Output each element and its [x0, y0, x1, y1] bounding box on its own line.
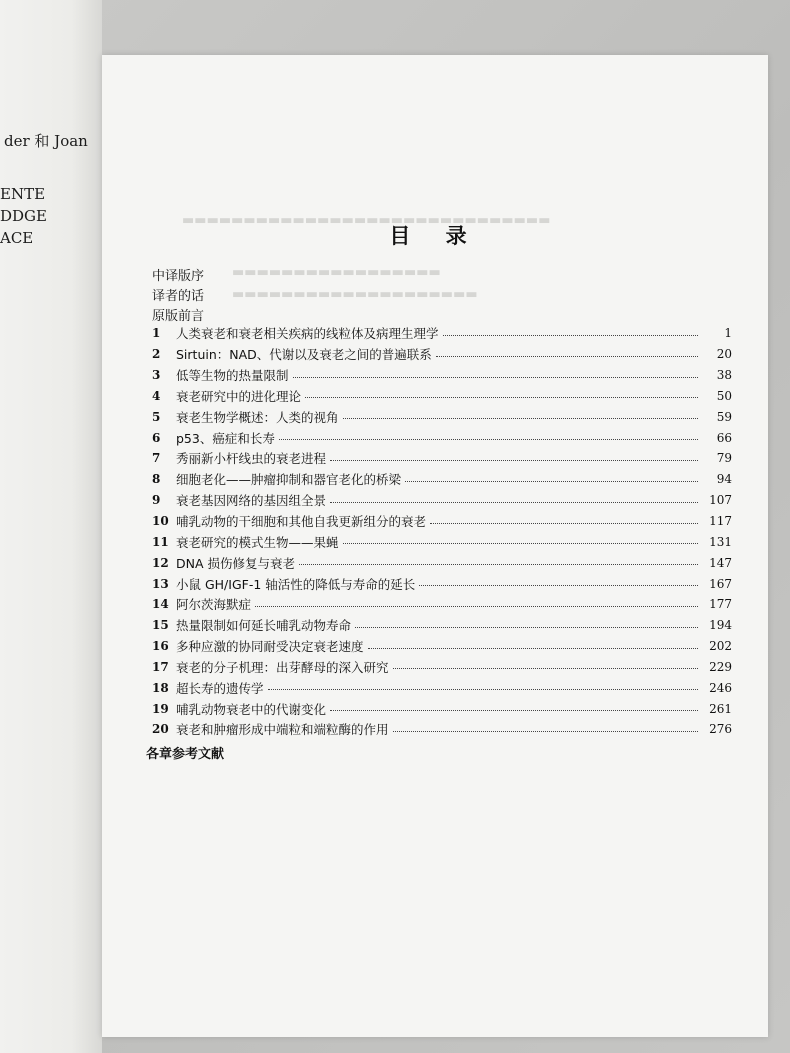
leader-dots [430, 523, 698, 524]
chapter-number: 16 [152, 639, 169, 654]
leader-dots [368, 648, 698, 649]
chapter-list [152, 323, 732, 740]
leader-dots [393, 731, 698, 732]
chapter-number: 3 [152, 368, 161, 383]
leader-dots [279, 439, 698, 440]
chapter-number: 10 [152, 514, 169, 529]
chapter-page-number: 38 [716, 368, 732, 383]
chapter-title: p53、癌症和长寿 [176, 430, 275, 446]
chapter-page-number: 94 [716, 472, 732, 487]
leader-dots [405, 481, 698, 482]
chapter-number: 2 [152, 347, 161, 362]
bleed-through: ▬▬▬▬▬▬▬▬▬▬▬▬▬▬▬▬▬▬▬▬ [232, 287, 478, 302]
chapter-number: 12 [152, 555, 169, 570]
chapter-row [152, 719, 732, 740]
leader-dots [436, 356, 698, 357]
chapter-number: 6 [152, 430, 161, 445]
leader-dots [355, 627, 698, 628]
leader-dots [330, 710, 698, 711]
leader-dots [343, 418, 698, 419]
front-matter-item: 原版前言 [152, 309, 205, 324]
chapter-number: 13 [152, 576, 169, 591]
chapter-title: 低等生物的热量限制 [176, 368, 289, 384]
chapter-number: 7 [152, 451, 161, 466]
chapter-title: 衰老研究中的进化理论 [176, 388, 302, 404]
chapter-title: 衰老基因网络的基因组全景 [176, 493, 327, 509]
chapter-row [152, 573, 732, 594]
chapter-page-number: 79 [716, 451, 732, 466]
chapter-row [152, 448, 732, 469]
chapter-page-number: 1 [724, 326, 732, 341]
left-page-text: der 和 Joan [4, 132, 88, 150]
chapter-number: 17 [152, 659, 169, 674]
leader-dots [293, 377, 698, 378]
leader-dots [393, 668, 698, 669]
chapter-page-number: 261 [709, 701, 732, 716]
chapter-row [152, 323, 732, 344]
chapter-page-number: 117 [709, 514, 732, 529]
front-matter-item: 中译版序 [152, 269, 205, 284]
chapter-row [152, 365, 732, 386]
leader-dots [305, 397, 698, 398]
chapter-title: DNA 损伤修复与衰老 [176, 555, 296, 571]
leader-dots [255, 606, 698, 607]
chapter-row [152, 552, 732, 573]
toc-page [102, 55, 768, 1037]
chapter-title: 秀丽新小杆线虫的衰老进程 [176, 451, 327, 467]
chapter-page-number: 50 [716, 388, 732, 403]
chapter-page-number: 147 [709, 555, 732, 570]
chapter-page-number: 194 [709, 618, 732, 633]
chapter-number: 1 [152, 326, 161, 341]
chapter-title: 哺乳动物的干细胞和其他自我更新组分的衰老 [176, 514, 427, 530]
chapter-row [152, 636, 732, 657]
chapter-number: 5 [152, 409, 161, 424]
references-entry: 各章参考文献 [146, 747, 225, 762]
chapter-row [152, 427, 732, 448]
chapter-number: 19 [152, 701, 169, 716]
chapter-number: 20 [152, 722, 169, 737]
chapter-number: 11 [152, 534, 169, 549]
leader-dots [419, 585, 698, 586]
chapter-row [152, 698, 732, 719]
chapter-number: 18 [152, 680, 169, 695]
front-matter-item: 译者的话 [152, 289, 205, 304]
chapter-title: 哺乳动物衰老中的代谢变化 [176, 701, 327, 717]
chapter-page-number: 167 [709, 576, 732, 591]
chapter-page-number: 229 [709, 659, 732, 674]
chapter-row [152, 657, 732, 678]
chapter-row [152, 469, 732, 490]
chapter-title: 衰老生物学概述：人类的视角 [176, 409, 339, 425]
chapter-number: 9 [152, 493, 161, 508]
chapter-row [152, 615, 732, 636]
chapter-page-number: 177 [709, 597, 732, 612]
chapter-row [152, 677, 732, 698]
bleed-through: ▬▬▬▬▬▬▬▬▬▬▬▬▬▬▬▬▬▬▬▬▬▬▬▬▬▬▬▬▬▬ [182, 213, 551, 228]
leader-dots [299, 564, 698, 565]
chapter-page-number: 246 [709, 680, 732, 695]
chapter-number: 4 [152, 388, 161, 403]
bleed-through: ▬▬▬▬▬▬▬▬▬▬▬▬▬▬▬▬▬ [232, 265, 441, 280]
chapter-title: 衰老的分子机理：出芽酵母的深入研究 [176, 659, 389, 675]
leader-dots [330, 460, 698, 461]
chapter-row [152, 511, 732, 532]
leader-dots [268, 689, 698, 690]
leader-dots [330, 502, 698, 503]
chapter-number: 8 [152, 472, 161, 487]
chapter-title: 多种应激的协同耐受决定衰老速度 [176, 639, 364, 655]
chapter-title: 细胞老化——肿瘤抑制和器官老化的桥梁 [176, 472, 402, 488]
chapter-page-number: 202 [709, 639, 732, 654]
chapter-row [152, 594, 732, 615]
chapter-row [152, 490, 732, 511]
left-page-text: ENTE [0, 185, 46, 203]
chapter-number: 14 [152, 597, 169, 612]
chapter-page-number: 20 [716, 347, 732, 362]
chapter-title: 阿尔茨海默症 [176, 597, 252, 613]
page-title: 目 录 [389, 224, 481, 248]
chapter-title: Sirtuin：NAD、代谢以及衰老之间的普遍联系 [176, 347, 432, 363]
chapter-page-number: 66 [716, 430, 732, 445]
chapter-page-number: 276 [709, 722, 732, 737]
leader-dots [443, 335, 698, 336]
chapter-row [152, 531, 732, 552]
chapter-title: 衰老研究的模式生物——果蝇 [176, 534, 339, 550]
chapter-title: 衰老和肿瘤形成中端粒和端粒酶的作用 [176, 722, 389, 738]
chapter-row [152, 406, 732, 427]
chapter-page-number: 131 [709, 534, 732, 549]
left-page-text: ACE [0, 229, 34, 247]
chapter-number: 15 [152, 618, 169, 633]
chapter-page-number: 107 [709, 493, 732, 508]
chapter-row [152, 386, 732, 407]
chapter-title: 超长寿的遗传学 [176, 680, 264, 696]
chapter-row [152, 344, 732, 365]
leader-dots [343, 543, 698, 544]
chapter-title: 小鼠 GH/IGF-1 轴活性的降低与寿命的延长 [176, 576, 416, 592]
left-page [0, 0, 102, 1053]
chapter-title: 人类衰老和衰老相关疾病的线粒体及病理生理学 [176, 326, 439, 342]
chapter-title: 热量限制如何延长哺乳动物寿命 [176, 618, 352, 634]
chapter-page-number: 59 [716, 409, 732, 424]
left-page-text: DDGE [0, 207, 47, 225]
